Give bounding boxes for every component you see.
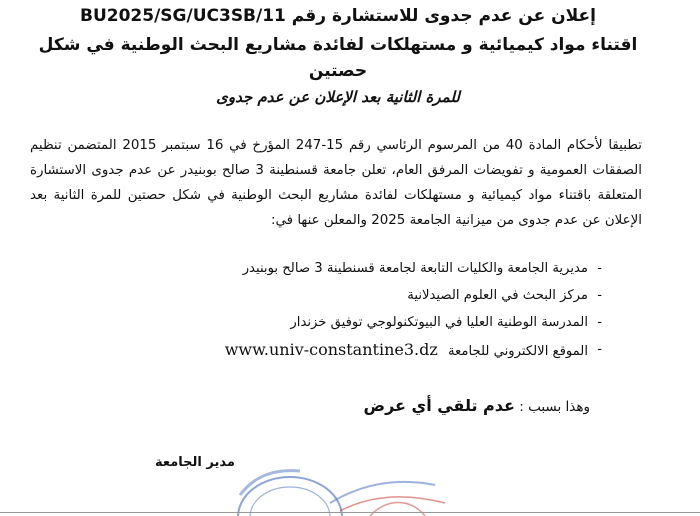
website-url: www.univ-constantine3.dz	[224, 340, 438, 359]
reason-line	[364, 396, 590, 415]
list-item	[122, 255, 602, 282]
bottom-divider	[0, 512, 700, 513]
reason-value: عدم تلقي أي عرض	[363, 396, 515, 415]
list-item-text: مركز البحث في العلوم الصيدلانية	[407, 288, 588, 303]
list-item-text: مديرية الجامعة والكليات التابعة لجامعة قسنطينة 3 صالح بوبنيدر	[242, 261, 588, 276]
announcement-round: للمرة الثانية بعد الإعلان عن عدم جدوى	[216, 88, 460, 106]
announcement-subject: اقتناء مواد كيميائية و مستهلكات لفائدة مشاريع البحث الوطنية في شكل حصتين	[38, 35, 638, 81]
list-item	[122, 336, 602, 363]
announcement-body	[30, 133, 642, 233]
list-item	[122, 309, 602, 336]
website-label: الموقع الالكتروني للجامعة	[447, 344, 588, 359]
body-paragraph: تطبيقا لأحكام المادة 40 من المرسوم الرئاسي رقم 15-247 المؤرخ في 16 سبتمبر 2015 المتضمن تنظيم الصفقات العمومية و تفويضات المرفق العام، تعلن جامعة قسنطينة 3 صالح بوبنيدر عن عدم جدوى الاستشارة المتعلقة باقتناء مواد كيميائية و مستهلكات لفائدة مشاريع البحث الوطنية في شكل حصتين للمرة الثانية بعد الإعلان عن عدم جدوى من ميزانية الجامعة 2025 والمعلن عنها في:	[30, 138, 642, 228]
announcement-header	[38, 4, 638, 108]
announcement-title: إعلان عن عدم جدوى للاستشارة رقم BU2025/SG/UC3SB/11	[80, 6, 596, 26]
list-item-text: المدرسة الوطنية العليا في البيوتكنولوجي توفيق خزندار	[290, 315, 588, 330]
publication-list	[122, 255, 602, 363]
signer-title: مدير الجامعة	[155, 455, 235, 470]
list-item	[122, 282, 602, 309]
reason-prefix: وهذا بسبب :	[519, 399, 590, 415]
stamp-icon	[220, 455, 480, 516]
